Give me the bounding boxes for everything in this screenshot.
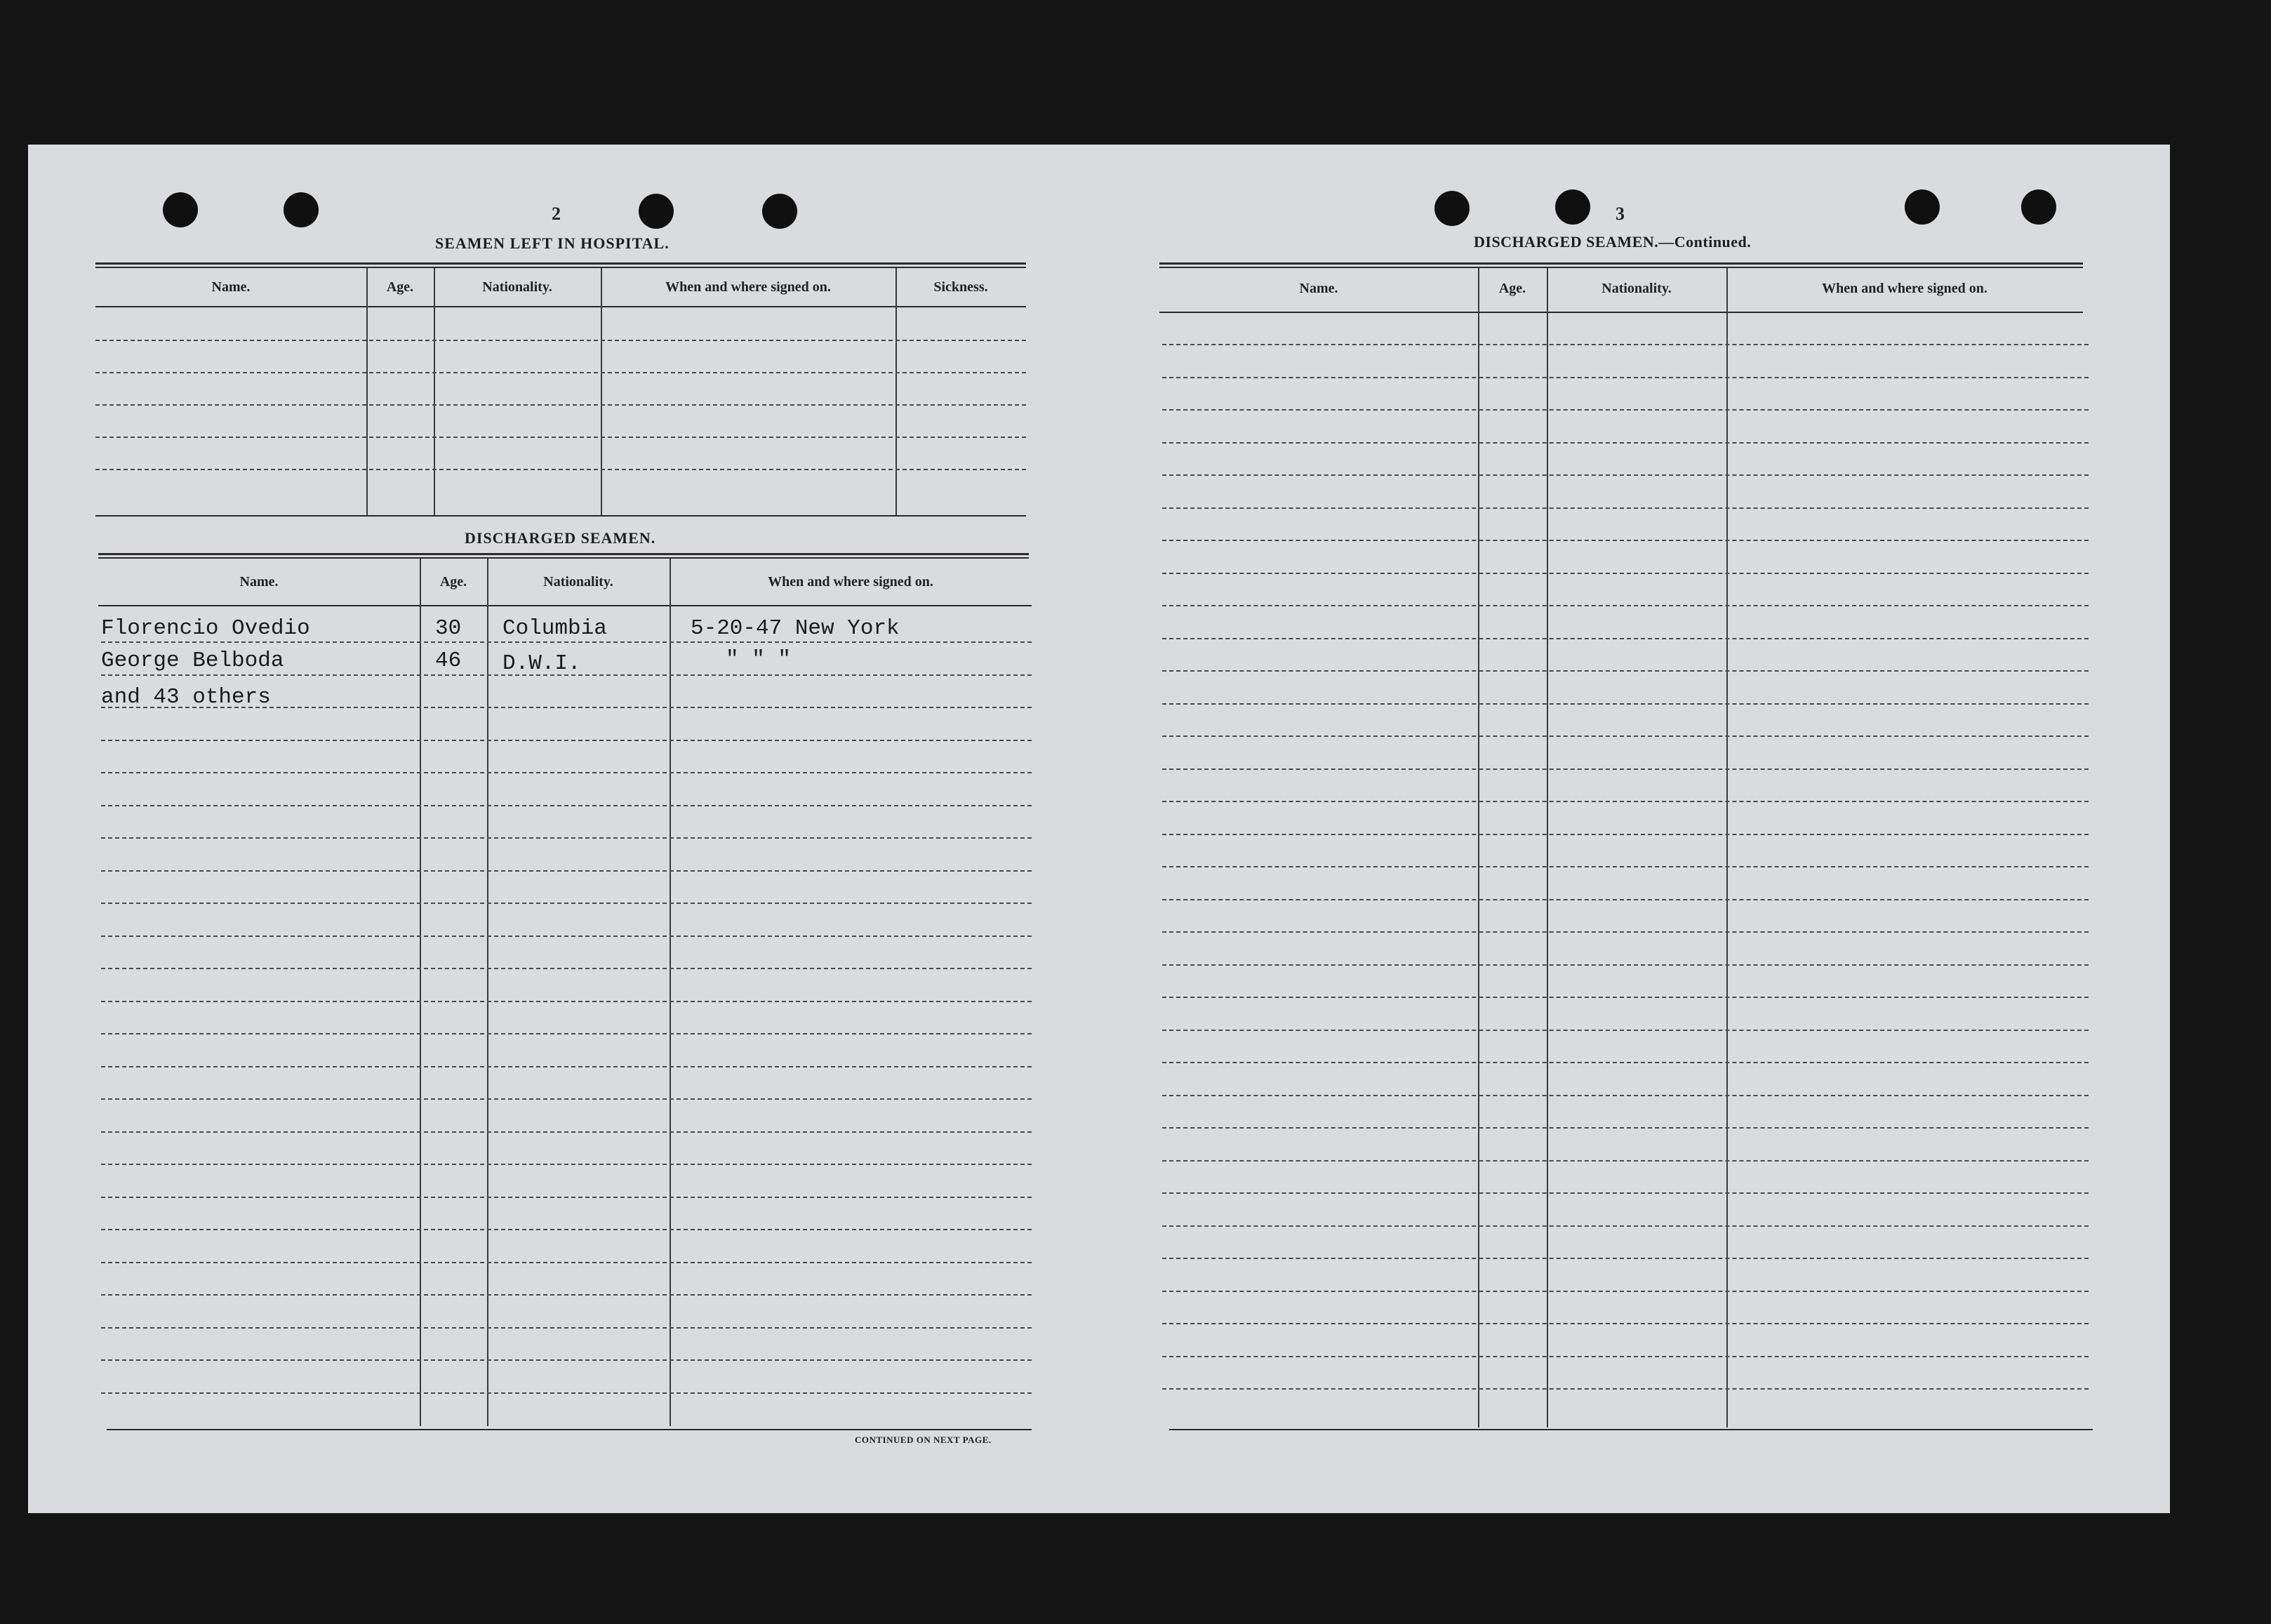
ruled-line (1162, 736, 2089, 737)
ruled-line (101, 1229, 1032, 1230)
hospital-col-nationality: Nationality. (482, 279, 552, 295)
discharged-col-name: Name. (239, 574, 279, 590)
ruled-line (101, 1131, 1032, 1133)
ruled-line (1162, 344, 2089, 345)
document-paper (28, 145, 2170, 1513)
discharged-section-title: DISCHARGED SEAMEN. (465, 529, 656, 547)
ruled-line (101, 1066, 1032, 1067)
ruled-line (101, 936, 1032, 937)
entry-signed-on: " " " (726, 647, 792, 672)
ruled-line (1162, 964, 2089, 966)
punch-hole (762, 194, 797, 229)
ruled-line (1162, 442, 2089, 444)
ruled-line (1162, 670, 2089, 672)
right-col-name: Name. (1299, 281, 1338, 296)
ruled-line (1162, 409, 2089, 411)
punch-hole (639, 194, 674, 229)
ruled-line (1162, 931, 2089, 933)
entry-signed-on: 5-20-47 New York (691, 616, 900, 641)
ruled-line (1162, 377, 2089, 378)
ruled-line (101, 1033, 1032, 1034)
punch-hole (284, 192, 319, 227)
ruled-line (1162, 638, 2089, 639)
continued-footer: CONTINUED ON NEXT PAGE. (855, 1435, 992, 1445)
ruled-line (1162, 866, 2089, 867)
entry-name: and 43 others (101, 685, 271, 710)
left-page-number: 2 (552, 204, 561, 224)
ruled-line (1162, 834, 2089, 835)
right-page-number: 3 (1616, 204, 1625, 224)
hospital-col-sickness: Sickness. (933, 279, 988, 295)
ruled-line (1162, 1323, 2089, 1324)
punch-hole (1905, 189, 1940, 225)
punch-hole (1555, 189, 1590, 225)
discharged-col-signed-on: When and where signed on. (768, 574, 933, 590)
hospital-col-signed-on: When and where signed on. (665, 279, 831, 295)
ruled-line (1162, 605, 2089, 606)
ruled-line (1162, 1258, 2089, 1259)
ruled-line (1162, 1291, 2089, 1292)
ruled-line (1162, 801, 2089, 802)
ruled-line (95, 372, 1026, 373)
ruled-line (101, 903, 1032, 904)
ruled-line (101, 772, 1032, 773)
hospital-col-age: Age. (386, 279, 414, 295)
ruled-line (95, 469, 1026, 470)
discharged-col-age: Age. (439, 574, 467, 590)
ruled-line (1162, 1388, 2089, 1390)
entry-age: 46 (435, 648, 462, 673)
ruled-line (1162, 1095, 2089, 1096)
ruled-line (1162, 997, 2089, 998)
ruled-line (1162, 474, 2089, 476)
punch-hole (2021, 189, 2056, 225)
discharged-col-nationality: Nationality. (543, 574, 613, 590)
ruled-line (101, 805, 1032, 806)
ruled-line (95, 404, 1026, 406)
entry-nationality: D.W.I. (502, 651, 581, 676)
ruled-line (1162, 1030, 2089, 1031)
entry-nationality: Columbia (502, 616, 607, 641)
ruled-line (1162, 703, 2089, 705)
ruled-line (1162, 1160, 2089, 1162)
right-col-age: Age. (1498, 281, 1526, 296)
right-section-title: DISCHARGED SEAMEN.—Continued. (1474, 233, 1752, 251)
ruled-line (1162, 1192, 2089, 1194)
ruled-line (1162, 573, 2089, 574)
ruled-line (101, 837, 1032, 839)
ruled-line (95, 340, 1026, 341)
ruled-line (101, 1294, 1032, 1296)
ruled-line (1162, 540, 2089, 541)
ruled-line (101, 968, 1032, 969)
entry-age: 30 (435, 616, 462, 641)
ruled-line (1162, 768, 2089, 770)
ruled-line (101, 1098, 1032, 1100)
ruled-line (101, 1262, 1032, 1263)
ruled-line (101, 740, 1032, 741)
ruled-line (101, 870, 1032, 872)
ruled-line (101, 1359, 1032, 1361)
hospital-col-name: Name. (211, 279, 251, 295)
entry-name: George Belboda (101, 648, 284, 673)
punch-hole (1434, 191, 1470, 226)
ruled-line (101, 1001, 1032, 1002)
ruled-line (101, 641, 1032, 643)
ruled-line (1162, 1127, 2089, 1129)
ruled-line (101, 1164, 1032, 1165)
ruled-line (101, 1197, 1032, 1198)
right-col-signed-on: When and where signed on. (1822, 281, 1987, 296)
ruled-line (101, 1392, 1032, 1394)
ruled-line (1162, 507, 2089, 509)
ruled-line (101, 1327, 1032, 1329)
ruled-line (1162, 1062, 2089, 1063)
punch-hole (163, 192, 198, 227)
right-col-nationality: Nationality. (1601, 281, 1672, 296)
ruled-line (1162, 1356, 2089, 1357)
ruled-line (95, 437, 1026, 438)
hospital-section-title: SEAMEN LEFT IN HOSPITAL. (435, 234, 670, 252)
entry-name: Florencio Ovedio (101, 616, 310, 641)
ruled-line (1162, 899, 2089, 900)
ruled-line (1162, 1225, 2089, 1227)
